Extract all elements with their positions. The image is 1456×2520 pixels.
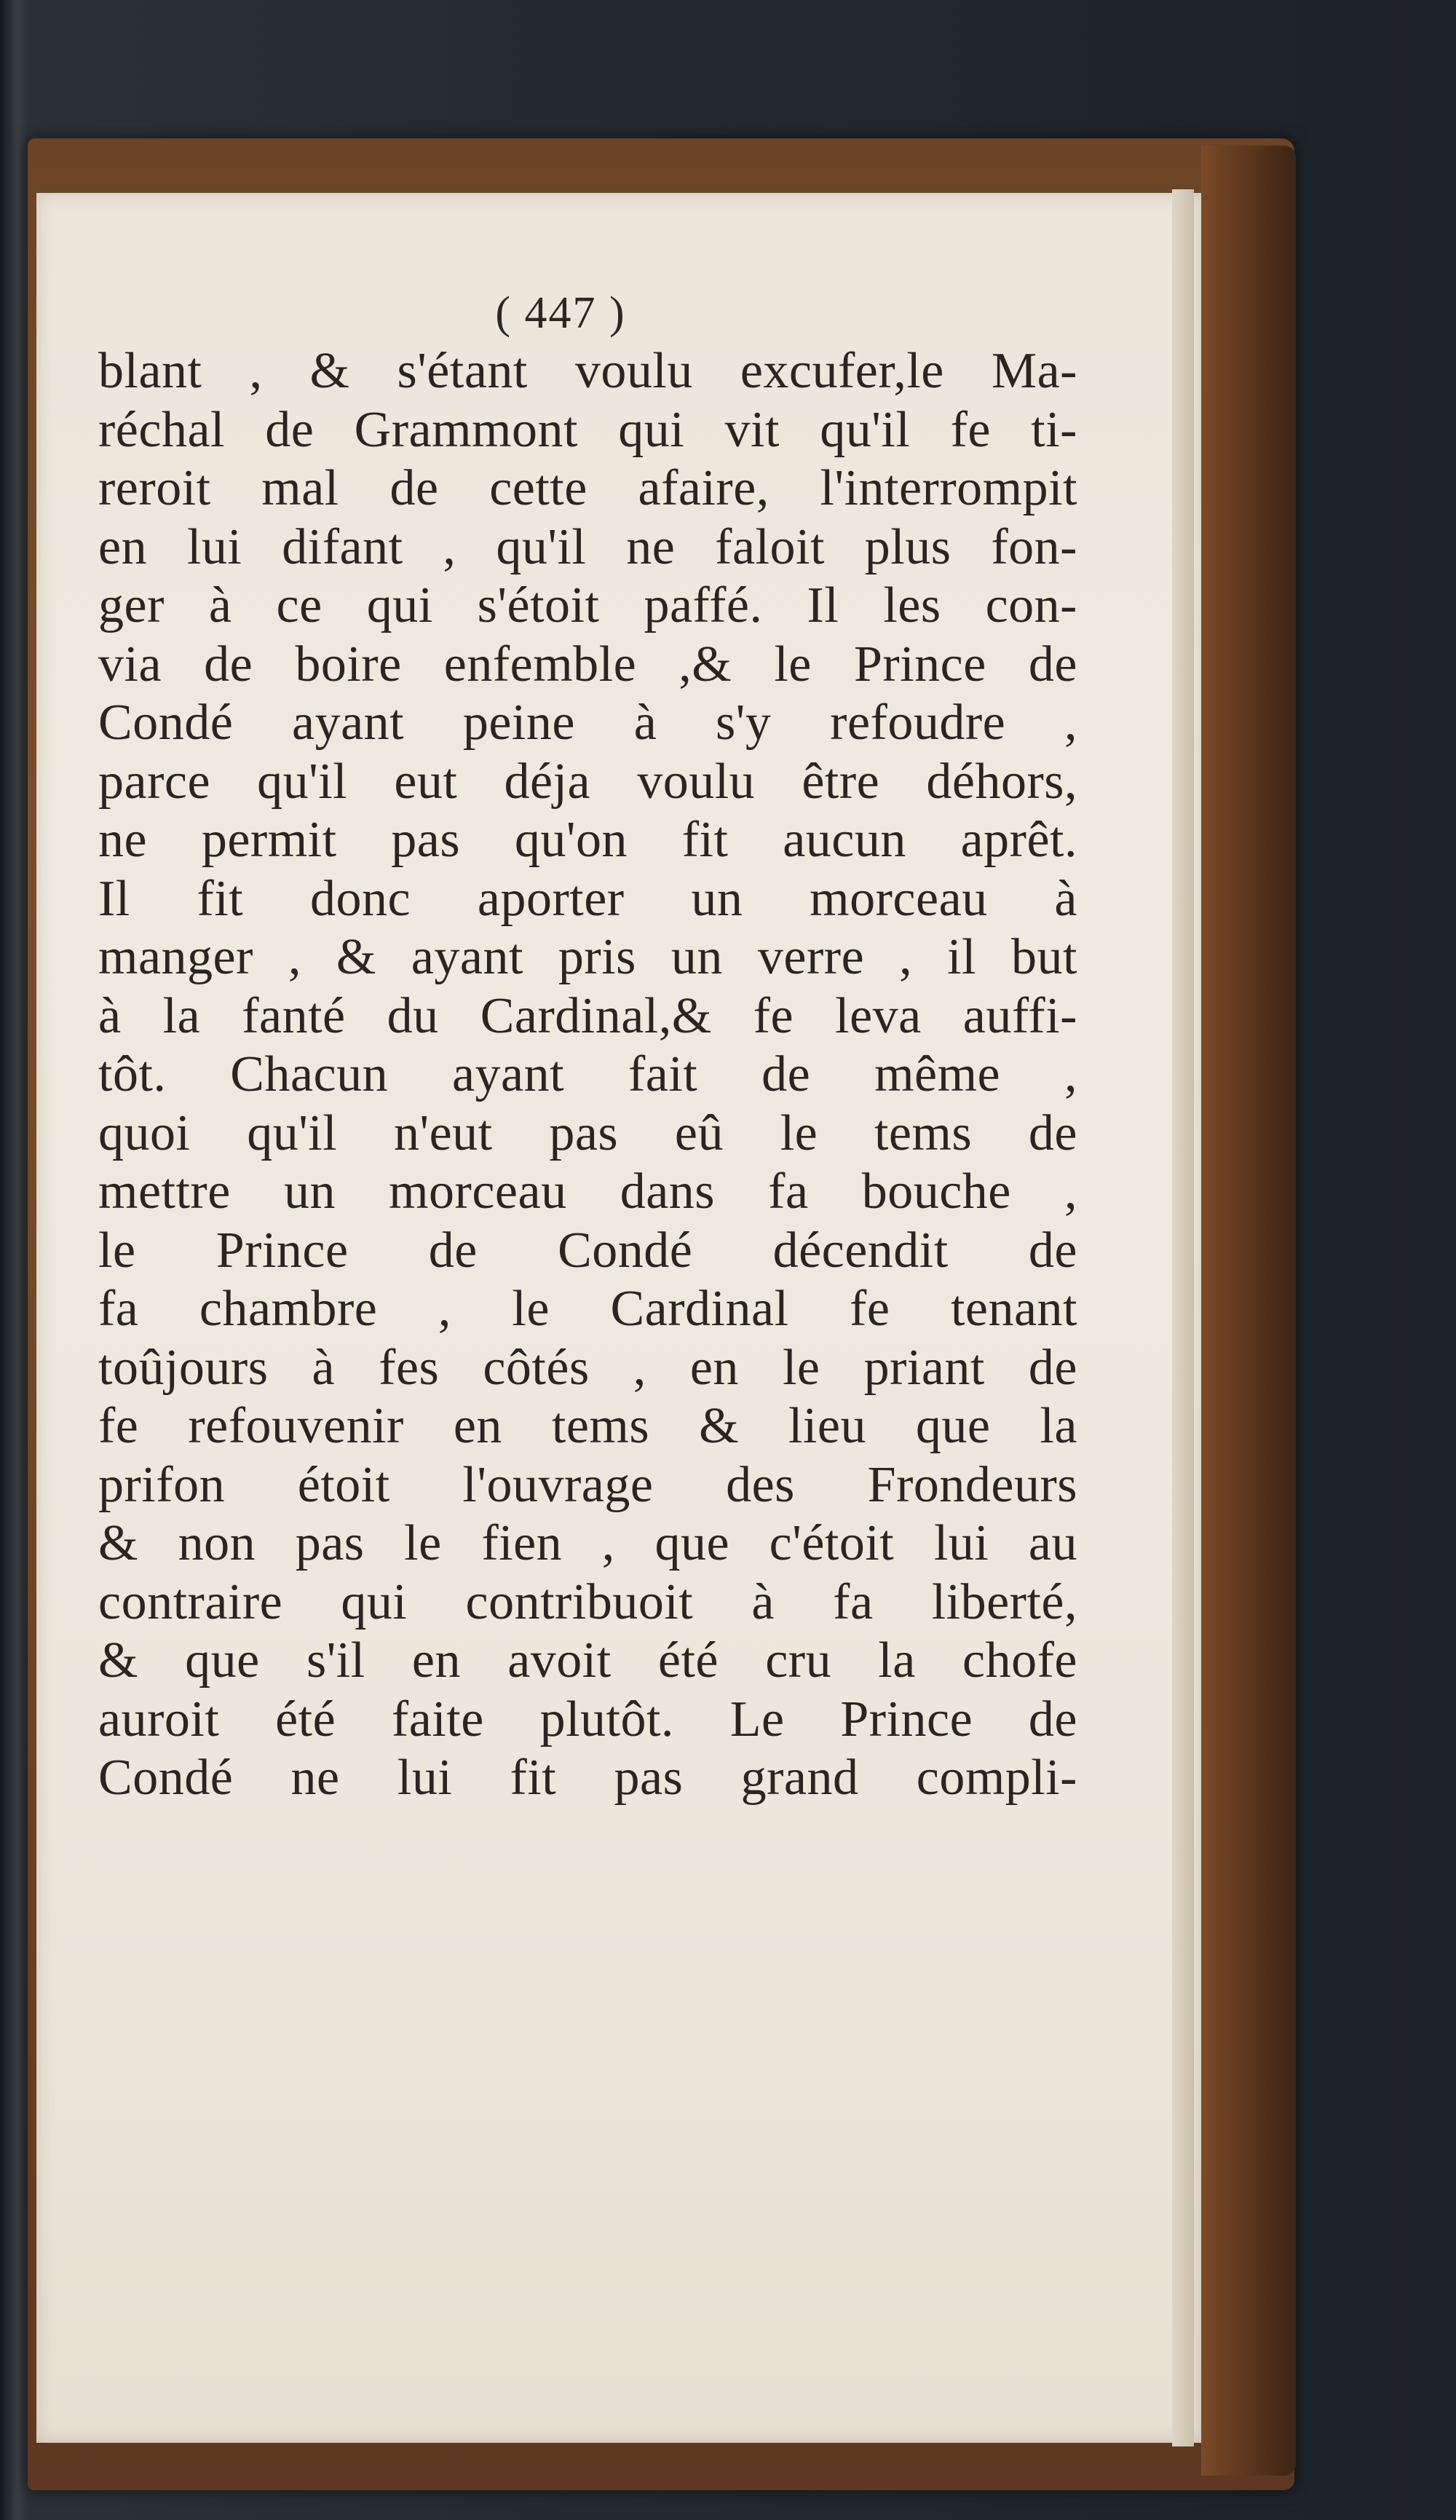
text-line: fe refouvenir en tems & lieu que la	[98, 1398, 1077, 1454]
text-line: tôt. Chacun ayant fait de même ,	[98, 1046, 1077, 1102]
text-line: & que s'il en avoit été cru la chofe	[98, 1632, 1077, 1688]
text-line: auroit été faite plutôt. Le Prince de	[98, 1691, 1077, 1747]
page-edge	[1172, 189, 1194, 2446]
text-line: le Prince de Condé décendit de	[98, 1222, 1077, 1279]
text-line: contraire qui contribuoit à fa liberté,	[98, 1573, 1077, 1630]
text-line: réchal de Grammont qui vit qu'il fe ti-	[98, 401, 1077, 458]
text-line: blant , & s'étant voulu excufer,le Ma-	[98, 343, 1077, 399]
scanner-edge	[0, 0, 29, 2520]
text-line: Il fit donc aporter un morceau à	[98, 870, 1077, 927]
text-line: à la fanté du Cardinal,& fe leva auffi-	[98, 987, 1077, 1044]
text-line: toûjours à fes côtés , en le priant de	[98, 1339, 1077, 1396]
text-line: manger , & ayant pris un verre , il but	[98, 929, 1077, 985]
binding-spine-edge	[1201, 146, 1296, 2476]
text-line: parce qu'il eut déja voulu être déhors,	[98, 753, 1077, 810]
text-line: prifon étoit l'ouvrage des Frondeurs	[98, 1456, 1077, 1513]
text-line: reroit mal de cette afaire, l'interrompit	[98, 460, 1077, 516]
text-line: & non pas le fien , que c'étoit lui au	[98, 1515, 1077, 1571]
text-line: fa chambre , le Cardinal fe tenant	[98, 1281, 1077, 1337]
text-line: en lui difant , qu'il ne faloit plus fon-	[98, 518, 1077, 575]
text-line: mettre un morceau dans fa bouche ,	[98, 1164, 1077, 1220]
page-text	[98, 342, 1077, 1808]
text-line: ne permit pas qu'on fit aucun aprêt.	[98, 812, 1077, 868]
text-line: via de boire enfemble ,& le Prince de	[98, 636, 1077, 692]
text-line: ger à ce qui s'étoit paffé. Il les con-	[98, 577, 1077, 633]
text-line: Condé ne lui fit pas grand compli-	[98, 1750, 1077, 1806]
page-number: ( 447 )	[495, 288, 626, 338]
text-line: Condé ayant peine à s'y refoudre ,	[98, 695, 1077, 751]
text-line: quoi qu'il n'eut pas eû le tems de	[98, 1105, 1077, 1161]
